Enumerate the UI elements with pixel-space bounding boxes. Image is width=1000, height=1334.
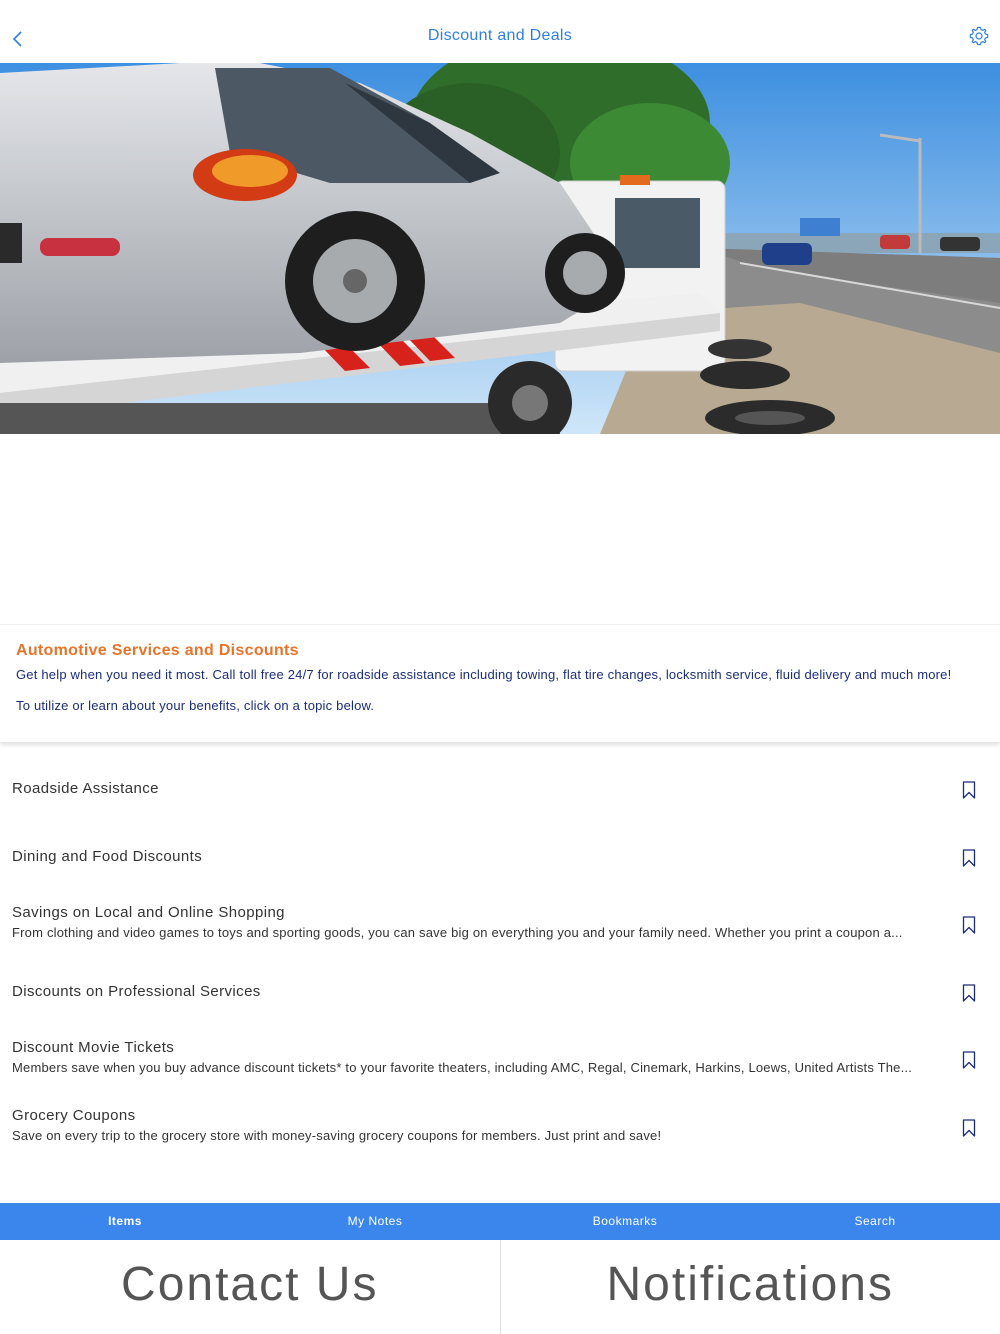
item-title: Savings on Local and Online Shopping: [12, 904, 285, 921]
list-item-roadside-assistance[interactable]: [0, 755, 1000, 823]
tab-bookmarks[interactable]: Bookmarks: [592, 1214, 658, 1228]
topic-list: [0, 755, 1000, 1160]
item-title: Grocery Coupons: [12, 1106, 136, 1124]
list-item-movie-tickets[interactable]: [0, 1025, 1000, 1093]
bookmark-icon[interactable]: [962, 1119, 976, 1137]
bottom-panel: [0, 1240, 1000, 1334]
bookmark-icon[interactable]: [962, 984, 976, 1002]
item-title: Discount Movie Tickets: [12, 1039, 175, 1056]
notifications-button[interactable]: Notifications: [500, 1240, 1000, 1334]
list-item-grocery-coupons[interactable]: [0, 1093, 1000, 1161]
item-title: Dining and Food Discounts: [12, 847, 203, 865]
item-title: Discounts on Professional Services: [12, 982, 261, 1000]
list-item-professional-services[interactable]: [0, 958, 1000, 1026]
bookmark-icon[interactable]: [962, 916, 976, 934]
tab-bar: [0, 1203, 1000, 1240]
section-title: Automotive Services and Discounts: [16, 642, 299, 659]
bookmark-icon[interactable]: [962, 849, 976, 867]
hero-image: [0, 63, 1000, 434]
section-instruction: To utilize or learn about your benefits, click on a topic below.: [16, 698, 375, 713]
list-item-dining-food[interactable]: [0, 823, 1000, 891]
item-description: Members save when you buy advance discount tickets* to your favorite theaters, including AMC, Regal, Cinemark, Harkins, Loews, United Artists The...: [12, 1060, 913, 1075]
bookmark-icon[interactable]: [962, 1051, 976, 1069]
item-description: Save on every trip to the grocery store with money-saving grocery coupons for members. Just print and save!: [12, 1127, 662, 1143]
page-title: Discount and Deals: [427, 27, 573, 44]
item-description: From clothing and video games to toys and sporting goods, you can save big on everything you and your family need. Whether you print a coupon a...: [12, 925, 903, 940]
contact-us-button[interactable]: Contact Us: [121, 1258, 379, 1311]
gear-icon: [968, 25, 990, 47]
tab-my-notes[interactable]: My Notes: [347, 1214, 403, 1228]
tab-items[interactable]: Items: [108, 1214, 142, 1228]
settings-button[interactable]: [968, 25, 990, 47]
section-description: Get help when you need it most. Call toll free 24/7 for roadside assistance including towing, flat tire changes, locksmith service, fluid delivery and much more!: [16, 667, 952, 682]
intro-card: [0, 624, 1000, 742]
list-item-shopping[interactable]: [0, 890, 1000, 958]
nav-header: [0, 0, 1000, 63]
tab-search[interactable]: Search: [854, 1214, 896, 1228]
item-title: Roadside Assistance: [12, 780, 159, 797]
bookmark-icon[interactable]: [962, 781, 976, 799]
